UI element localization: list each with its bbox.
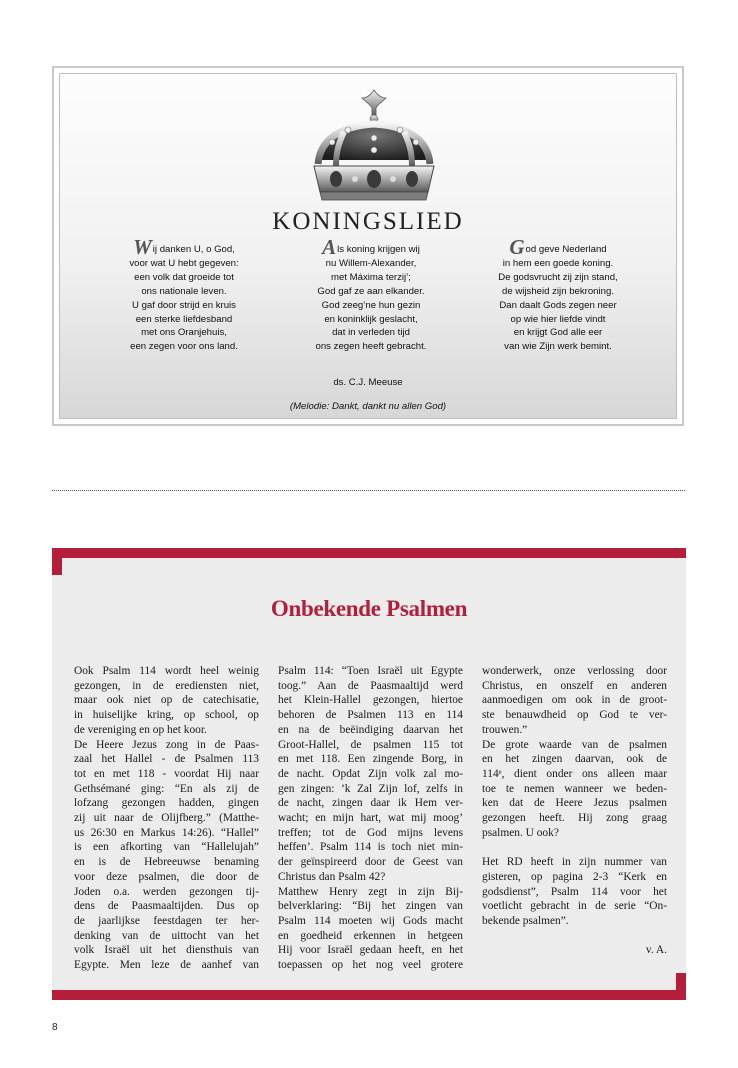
stanza-line: een volk dat groeide tot [134,271,234,283]
article-box [52,548,686,1000]
text-line: en goedheid erkennen in hetgeen [278,929,463,942]
text-line: en na de beëindiging daarvan het [278,723,463,736]
text-line: Joden o.a. werden gezongen tij- [74,885,259,898]
stanza-3 [468,235,648,354]
text-line: en is de Hebreeuwse benaming [74,856,259,869]
text-line: Christus, en onszelf en anderen [482,679,667,692]
koningslied-box [52,66,684,426]
text-line: De Heere Jezus zong in de Paas- [74,738,259,751]
koningslied-panel [59,73,677,419]
text-line: behoren de Psalmen 113 en 114 [278,709,463,722]
stanza-line: dat in verleden tijd [332,327,410,339]
stanza-line: van wie Zijn werk bemint. [504,341,612,353]
stanza-initial: G [509,235,525,259]
stanza-line: God zeeg’ne hun gezin [321,299,421,311]
stanza-line: en krijgt God alle eer [513,327,603,339]
text-line: heffen’. Psalm 114 is toch niet min- [278,841,463,854]
text-line: is een afkorting van “Hallelujah” [74,841,259,854]
stanza-2 [281,235,461,354]
stanza-line: De godsvrucht zij zijn stand, [498,271,618,283]
text-line: de nacht, zingen daar ik Hem ver- [278,797,463,810]
text-line: voetlicht gebracht in de serie “On- [482,900,667,913]
text-line: wacht; en mijn hart, wat mij moog’ [278,812,463,825]
stanza-initial: A [322,235,337,259]
text-line: in huiselijke kring, op school, op [74,709,259,722]
text-line: Psalm 114: “Toen Israël uit Egypte [278,665,463,677]
stanza-line: de wijsheid zijn bekroning. [502,285,614,297]
text-line: maar ook niet op de catechisatie, [74,694,259,707]
text-line: ken dat de Heere Jezus psalmen [482,797,667,810]
text-line: dens de Paasmaaltijden. Dus op [74,900,259,913]
stanza-line: ls koning krijgen wij [337,244,420,255]
text-line: godsdienst”, Psalm 114 voor het [482,885,667,898]
text-line: toog.” Aan de Paasmaaltijd werd [278,679,463,692]
text-line: lofzang gezongen hadden, gingen [74,797,259,810]
author-signature: v. A. [645,944,667,957]
text-line: Ook Psalm 114 wordt heel weinig [74,665,259,677]
text-line: Het RD heeft in zijn nummer van [482,856,667,869]
accent-bar-top-corner [52,548,62,575]
text-line: treffen; tot de God mijns levens [278,826,463,839]
stanza-line: een zegen voor ons land. [130,341,238,353]
text-line: der geïnspireerd door de Geest van [278,856,463,869]
stanza-1 [94,235,274,354]
accent-bar-bottom [52,990,686,1000]
stanza-line: met ons Oranjehuis, [141,327,227,339]
text-line: Gethsémané ging: “En als zij de [74,782,259,795]
stanza-line: Dan daalt Gods zegen neer [499,299,617,311]
page-number: 8 [52,1022,58,1033]
text-line: aanmoedigen om ook in de groot- [482,694,667,707]
text-line: Matthew Henry zegt in zijn Bij- [278,885,463,898]
text-line: en met 118. Een zingende Borg, in [278,753,463,766]
text-line: gezongen heeft. Hij zong graag [482,812,667,825]
poem-title: KONINGSLIED [272,208,464,235]
stanza-line: voor wat U hebt gegeven: [129,257,239,269]
article-column-2 [278,664,463,973]
paragraph-gap [482,929,667,944]
text-line: us 26:30 en Markus 14:26). “Hallel” [74,826,259,839]
stanza-line: ons nationale leven. [141,285,227,297]
text-line: wonderwerk, onze verlossing door [482,665,667,677]
stanza-line: en koninklijk geslacht, [324,313,418,325]
stanza-line: od geve Nederland [525,244,607,255]
text-line: 114ᵉ, dient onder ons alleen maar [482,767,667,780]
stanza-line: in hem een goede koning. [502,257,614,269]
text-line: Psalm 114 moeten wij Gods macht [278,914,463,927]
poem-melody: (Melodie: Dankt, dankt nu allen God) [289,401,447,412]
text-line: tot en met 118 - voordat Hij naar [74,767,259,780]
text-line: voor deze psalmen, die door de [74,870,259,883]
text-line: ste benauwdheid op God te ver- [482,709,667,722]
accent-bar-bottom-corner [676,973,686,1000]
poem-author: ds. C.J. Meeuse [333,377,403,388]
stanza-line: ons zegen heeft gebracht. [315,341,427,353]
text-line: zij uit naar de Olijfberg.” (Matthe- [74,812,259,825]
article-title: Onbekende Psalmen [270,596,468,621]
accent-bar-top [52,548,686,558]
paragraph-gap [482,840,667,855]
article-column-1 [74,664,259,973]
text-line: Groot-Hallel, de psalmen 115 tot [278,738,463,751]
stanza-line: U gaf door strijd en kruis [132,299,236,311]
text-line: belverklaring: “Bij het zingen van [278,900,463,913]
text-line: de vereniging en op het koor. [74,723,207,736]
crown-icon [300,88,448,206]
stanza-line: een sterke liefdesband [135,313,233,325]
text-line: toepassen op het nog veel grotere [278,959,463,972]
text-line: gen zingen: ’k Zal Zijn lof, zelfs in [278,782,463,795]
text-line: volk Israël uit het diensthuis van [74,944,259,957]
text-line: Christus dan Psalm 42? [278,870,386,883]
text-line: de nacht. Opdat Zijn volk zal mo- [278,767,463,780]
stanza-initial: W [133,235,152,259]
text-line: zaal het Hallel - de Psalmen 113 [74,753,259,766]
text-line: gezongen, in de erediensten niet, [74,679,259,692]
stanza-line: nu Willem-Alexander, [325,257,417,269]
stanza-line: op wie hier liefde vindt [510,313,606,325]
stanza-line: met Máxima terzij’; [331,271,411,283]
text-line: De grote waarde van de psalmen [482,738,667,751]
article-column-3 [482,664,667,958]
text-line: denking van de uittocht van het [74,929,259,942]
stanza-line: God gaf ze aan elkander. [317,285,425,297]
text-line: trouwen.” [482,723,528,736]
text-line: Egypte. Men leze de aanhef van [74,959,259,972]
text-line: en het zingen daarvan, ook de [482,753,667,766]
text-line: toe te nemen wanneer we beden- [482,782,667,795]
stanza-line: ij danken U, o God, [152,244,235,255]
text-line: bekende psalmen”. [482,914,569,927]
text-line: psalmen. U ook? [482,826,559,839]
text-line: de jaarlijkse feestdagen ter her- [74,914,259,927]
dotted-separator [52,490,685,491]
text-line: het Klein-Hallel gezongen, hiertoe [278,694,463,707]
text-line: Hij voor Israël gedaan heeft, en het [278,944,463,957]
text-line: gisteren, op pagina 2-3 “Kerk en [482,870,667,883]
